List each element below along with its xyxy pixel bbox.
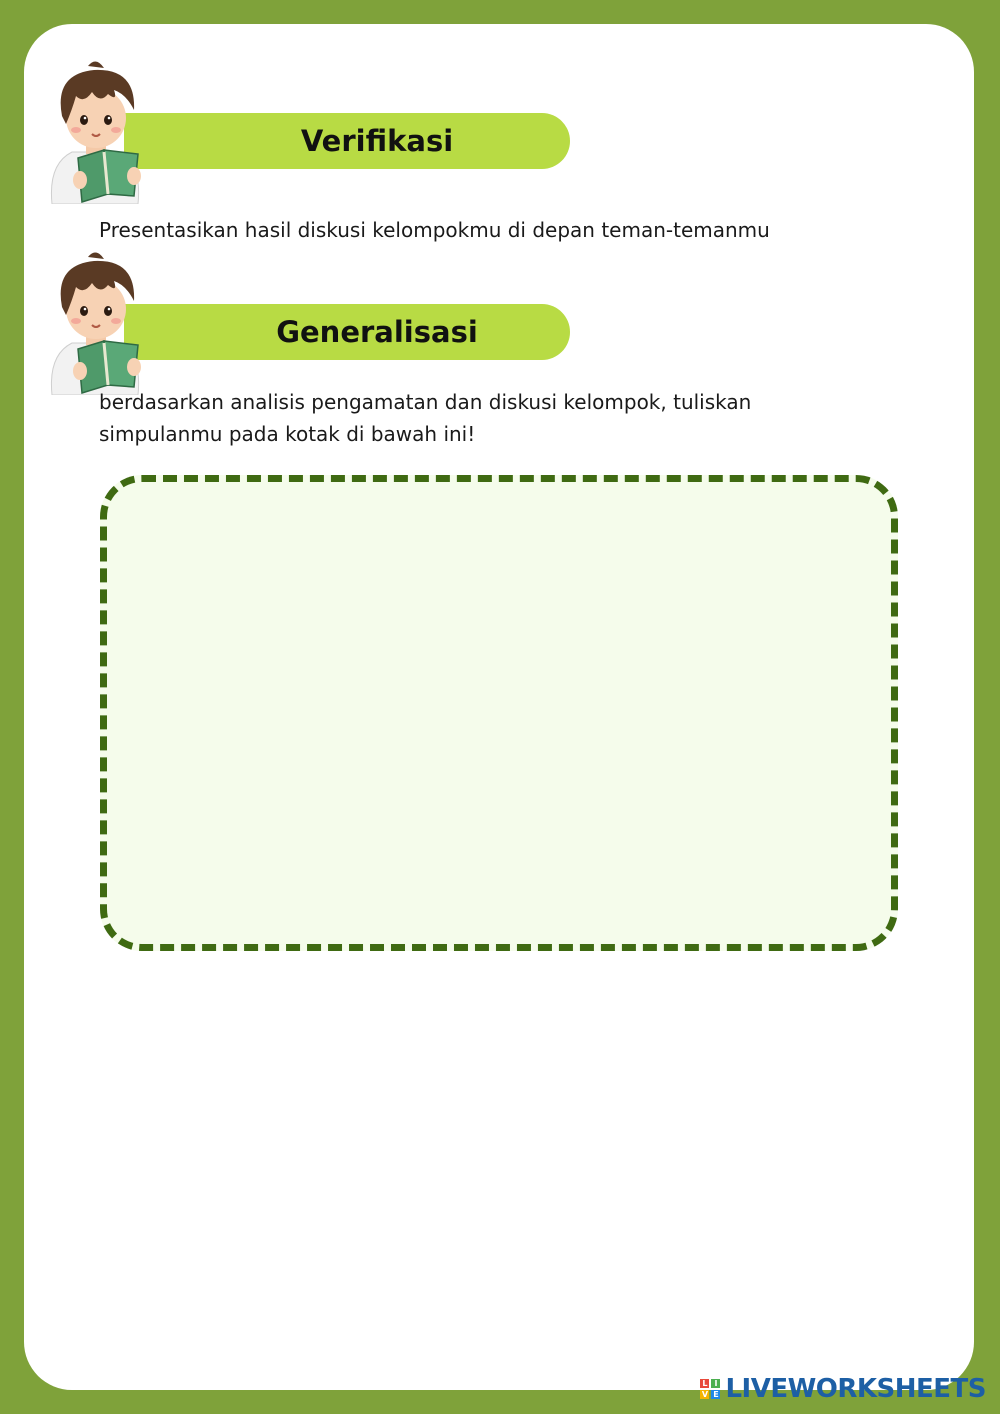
liveworksheets-logo <box>700 1372 986 1406</box>
section-title: Generalisasi <box>276 315 478 349</box>
worksheet-page <box>24 24 974 1390</box>
section-instruction: Presentasikan hasil diskusi kelompokmu di depan teman-temanmu <box>99 218 770 242</box>
section-banner <box>124 304 570 360</box>
liveworksheets-logo-icon: L I V E <box>701 1379 719 1399</box>
instruction-line: simpulanmu pada kotak di bawah ini! <box>99 422 476 446</box>
section-title: Verifikasi <box>300 124 454 158</box>
section-instruction <box>99 386 869 450</box>
conclusion-answer-box[interactable] <box>100 475 898 951</box>
boy-reading-book-icon <box>38 54 156 204</box>
instruction-line: berdasarkan analisis pengamatan dan diskusi kelompok, tuliskan <box>99 390 752 414</box>
section-banner <box>124 113 570 169</box>
boy-reading-book-icon <box>38 245 156 395</box>
logo-text: LIVEWORKSHEETS <box>725 1374 986 1404</box>
